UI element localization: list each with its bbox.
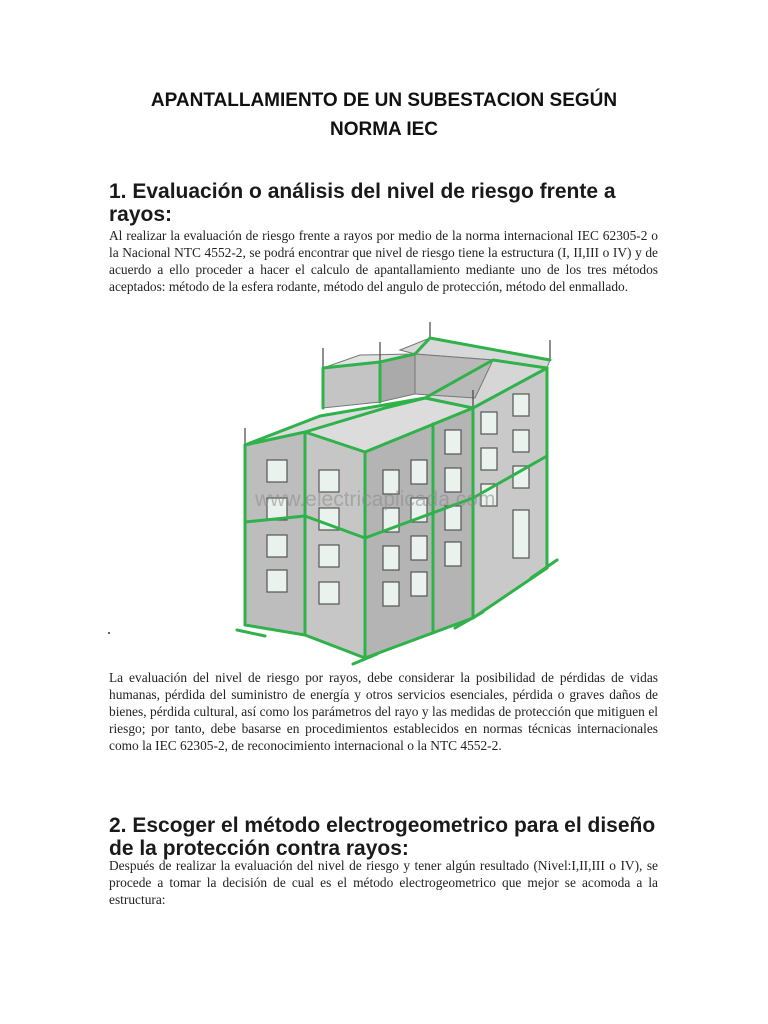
door xyxy=(513,510,529,558)
window xyxy=(411,460,427,484)
building-drawing xyxy=(225,320,570,670)
section-2-paragraph: Después de realizar la evaluación del nivel de riesgo y tener algún resultado (Nivel:I,II,III o IV), se procede a tomar la decisión de cual es el método electrogeometrico que mejor se acomoda a la estructura: xyxy=(109,858,658,907)
window xyxy=(411,536,427,560)
window xyxy=(267,570,287,592)
window xyxy=(513,394,529,416)
rooftop-box-left-face xyxy=(323,362,380,408)
section-1-continued-paragraph: La evaluación del nivel de riesgo por rayos, debe considerar la posibilidad de pérdidas de vidas humanas, pérdida del suministro de energía y otros servicios esenciales, pérdida o graves daños de bienes, pérdida cultural, así como los parámetros del rayo y las medidas de protección que mitiguen el riesgo; por tanto, debe basarse en procedimientos establecidos en normas técnicas internacionales como la IEC 62305-2, de reconocimiento internacional o la NTC 4552-2. xyxy=(109,670,658,753)
window xyxy=(411,572,427,596)
window xyxy=(513,430,529,452)
document-title xyxy=(110,86,658,144)
window xyxy=(481,448,497,470)
window xyxy=(383,582,399,606)
section-2-heading: 2. Escoger el método electrogeometrico para el diseño de la protección contra rayos: xyxy=(109,814,656,860)
window xyxy=(267,460,287,482)
window xyxy=(319,582,339,604)
watermark-text: www.electricaplicada.com xyxy=(255,488,496,511)
window xyxy=(383,546,399,570)
section-1-paragraph: Al realizar la evaluación de riesgo frente a rayos por medio de la norma internacional IEC 62305-2 o la Nacional NTC 4552-2, se podrá encontrar que nivel de riesgo tiene la estructura (I, II,III o IV) y de acuerdo a ello proceder a hacer el calculo de apantallamiento mediante uno de los tres métodos aceptados: método de la esfera rodante, método del angulo de protección, método del enmallado. xyxy=(109,228,658,294)
window xyxy=(267,535,287,557)
title-line-2: NORMA IEC xyxy=(329,119,439,140)
mesh-ground-arrow xyxy=(237,630,265,636)
title-line-1: APANTALLAMIENTO DE UN SUBESTACION SEGÚN xyxy=(150,90,618,111)
window xyxy=(445,542,461,566)
building-mesh-illustration xyxy=(225,320,570,670)
window xyxy=(481,412,497,434)
window xyxy=(445,430,461,454)
stray-mark xyxy=(108,632,110,634)
section-1-heading: 1. Evaluación o análisis del nivel de riesgo frente a rayos: xyxy=(109,180,616,226)
window xyxy=(319,545,339,567)
